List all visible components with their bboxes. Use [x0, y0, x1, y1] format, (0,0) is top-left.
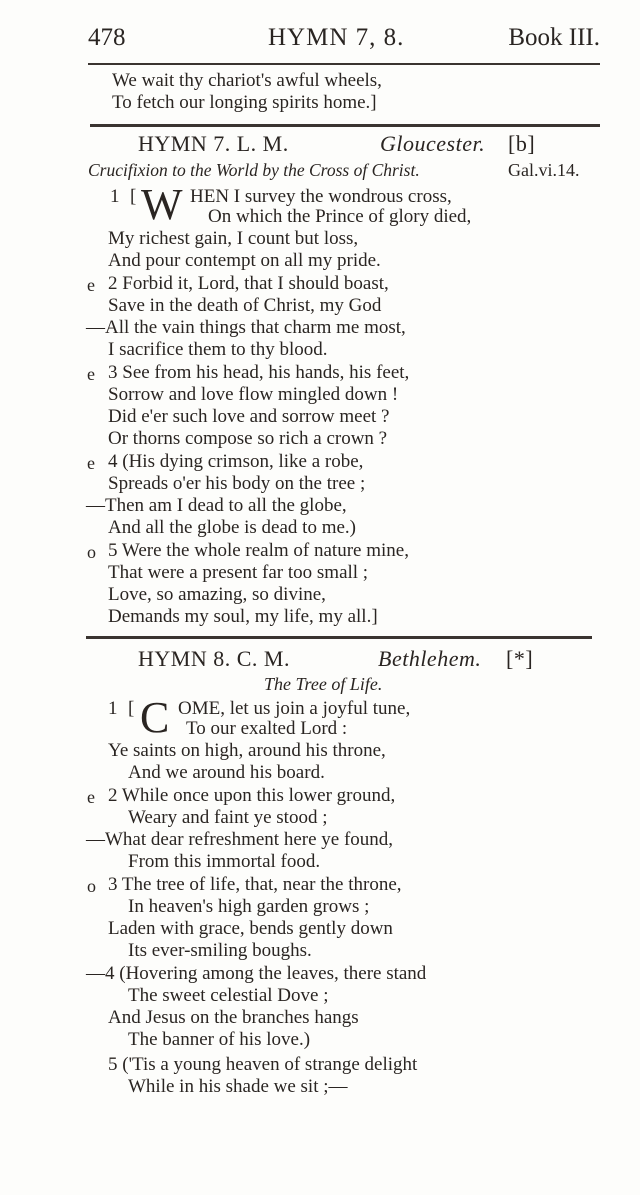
hymn8-tune: [378, 646, 481, 672]
verse-line: On which the Prince of glory died,: [208, 206, 472, 227]
dynamic-mark: e: [87, 453, 95, 473]
section-rule: [90, 124, 600, 127]
verse-line: Did e'er such love and sorrow meet ?: [108, 406, 390, 427]
hymn8-number-meter: HYMN 8. C. M.: [138, 646, 290, 671]
opening-bracket: [: [130, 186, 137, 207]
verse-line: —What dear refreshment here ye found,: [86, 829, 394, 850]
hymn7-tune-name: Gloucester.: [380, 131, 486, 156]
hymn8-tune-name: Bethlehem.: [378, 646, 482, 671]
verse-line: I sacrifice them to thy blood.: [108, 339, 328, 360]
dynamic-mark: e: [87, 364, 95, 384]
verse-line: And we around his board.: [128, 762, 325, 783]
verse-line: Weary and faint ye stood ;: [128, 807, 328, 828]
verse-line: Spreads o'er his body on the tree ;: [108, 473, 366, 494]
verse-line: —Then am I dead to all the globe,: [86, 495, 347, 516]
verse-line: Ye saints on high, around his throne,: [108, 740, 386, 761]
running-title: HYMN 7, 8.: [268, 24, 405, 51]
running-header: [88, 24, 600, 58]
verse-line: HEN I survey the wondrous cross,: [190, 186, 452, 207]
hymn7-title: [138, 131, 289, 157]
verse-line: Love, so amazing, so divine,: [108, 584, 326, 605]
hymn8-title: [138, 646, 290, 672]
verse-line: In heaven's high garden grows ;: [128, 896, 370, 917]
verse-line: My richest gain, I count but loss,: [108, 228, 359, 249]
verse-line: 5 Were the whole realm of nature mine,: [108, 540, 409, 561]
prev-hymn-line: We wait thy chariot's awful wheels,: [112, 70, 382, 91]
verse-line: Or thorns compose so rich a crown ?: [108, 428, 388, 449]
dynamic-mark: o: [87, 876, 96, 896]
verse-line: Save in the death of Christ, my God: [108, 295, 382, 316]
header-rule: [88, 63, 600, 65]
dynamic-mark: o: [87, 542, 96, 562]
verse-line: And pour contempt on all my pride.: [108, 250, 381, 271]
verse-line: Its ever-smiling boughs.: [128, 940, 312, 961]
verse-line: 3 The tree of life, that, near the throne,: [108, 874, 402, 895]
drop-capital: C: [140, 693, 170, 742]
verse-line: The sweet celestial Dove ;: [128, 985, 329, 1006]
verse-line: And all the globe is dead to me.): [108, 517, 356, 538]
verse-line: —4 (Hovering among the leaves, there stand: [86, 963, 427, 984]
hymn7-subtitle: Crucifixion to the World by the Cross of Christ.: [88, 160, 420, 180]
stanza-number: 1: [110, 186, 120, 207]
verse-line: OME, let us join a joyful tune,: [178, 698, 411, 719]
verse-line: Sorrow and love flow mingled down !: [108, 384, 399, 405]
verse-line: From this immortal food.: [128, 851, 321, 872]
stanza-number: 1: [108, 698, 118, 719]
verse-line: 5 ('Tis a young heaven of strange delight: [108, 1054, 418, 1075]
scripture-reference: Gal.vi.14.: [508, 160, 580, 180]
verse-line: To our exalted Lord :: [186, 718, 348, 739]
hymn7-scripture-ref: [508, 160, 580, 181]
section-rule: [86, 636, 592, 639]
page-number: 478: [88, 24, 126, 51]
hymn7-number-meter: HYMN 7. L. M.: [138, 131, 289, 156]
dynamic-mark: e: [87, 787, 95, 807]
verse-line: —All the vain things that charm me most,: [86, 317, 406, 338]
verse-line: The banner of his love.): [128, 1029, 311, 1050]
hymn8-bracket-mark: [*]: [506, 646, 534, 671]
book-label: Book III.: [508, 24, 600, 51]
dynamic-mark: e: [87, 275, 95, 295]
verse-line: 4 (His dying crimson, like a robe,: [108, 451, 364, 472]
verse-line: While in his shade we sit ;—: [128, 1076, 348, 1097]
verse-line: And Jesus on the branches hangs: [108, 1007, 359, 1028]
hymn7-tune: [380, 131, 485, 157]
verse-line: 3 See from his head, his hands, his feet,: [108, 362, 410, 383]
verse-line: 2 Forbid it, Lord, that I should boast,: [108, 273, 389, 294]
verse-line: Laden with grace, bends gently down: [108, 918, 393, 939]
verse-line: Demands my soul, my life, my all.]: [108, 606, 378, 627]
hymn7-bracket-mark: [b]: [508, 131, 536, 156]
verse-line: That were a present far too small ;: [108, 562, 369, 583]
drop-capital: W: [141, 180, 183, 229]
opening-bracket: [: [128, 698, 135, 719]
hymn8-subtitle: The Tree of Life.: [264, 674, 383, 694]
prev-hymn-line: To fetch our longing spirits home.]: [112, 92, 377, 113]
verse-line: 2 While once upon this lower ground,: [108, 785, 396, 806]
